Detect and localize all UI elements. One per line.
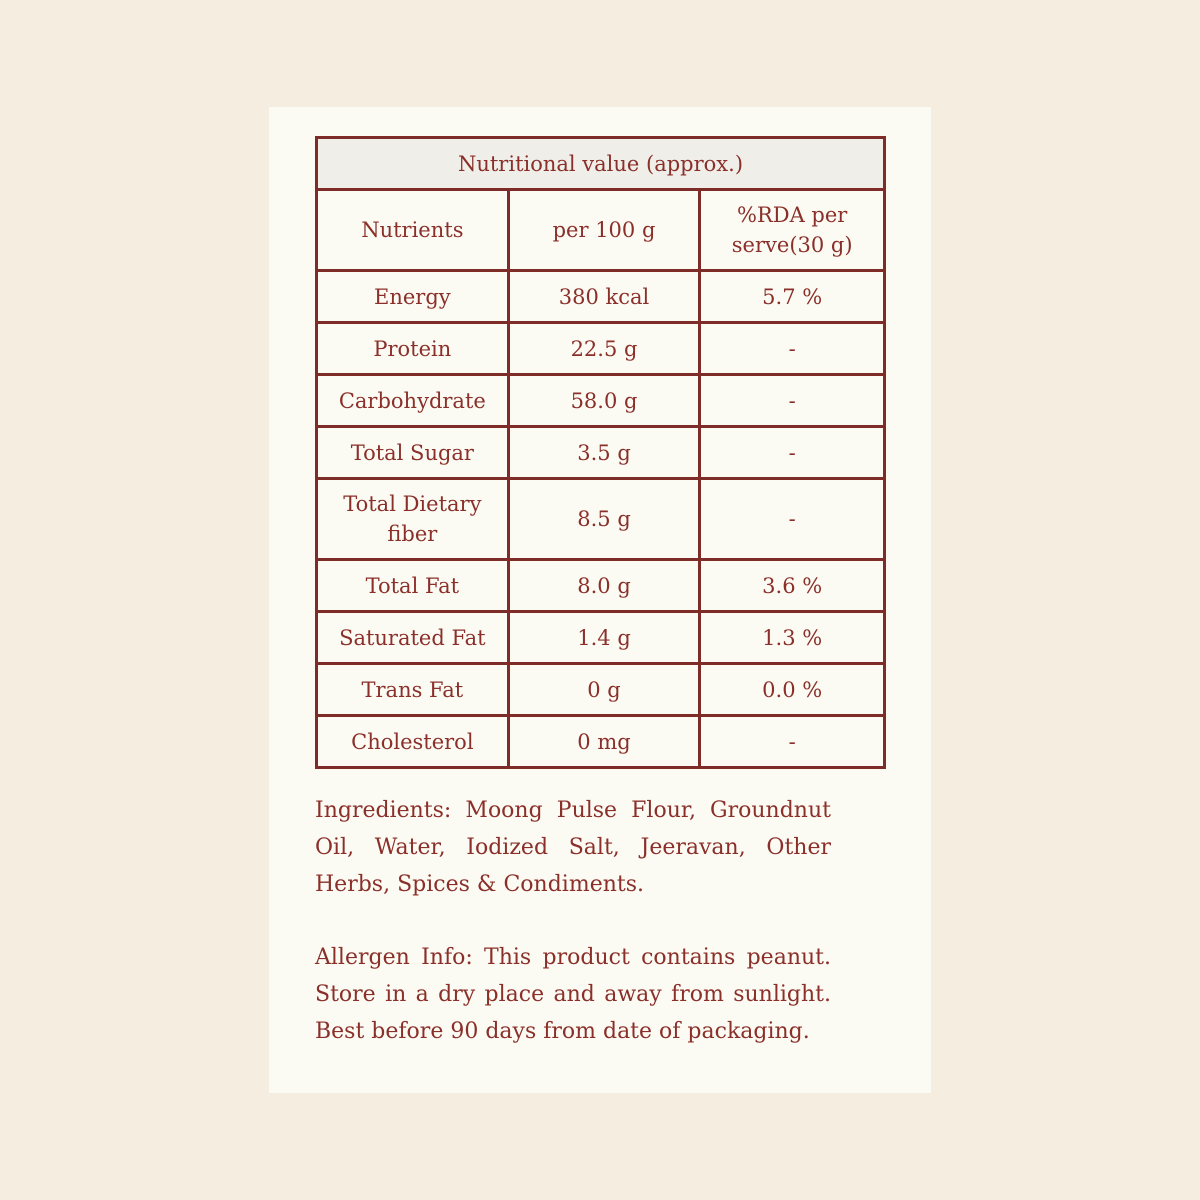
nutrient-rda: 0.0 % xyxy=(700,664,885,716)
ingredients-text: Ingredients: Moong Pulse Flour, Groundnut Oil, Water, Iodized Salt, Jeeravan, Other Herbs, Spices & Condiments. xyxy=(315,798,831,897)
table-row xyxy=(317,479,885,560)
header-nutrients: Nutrients xyxy=(317,190,509,271)
table-title: Nutritional value (approx.) xyxy=(317,138,885,190)
nutrient-rda: 1.3 % xyxy=(700,612,885,664)
nutrient-rda: 3.6 % xyxy=(700,560,885,612)
nutrient-name: Saturated Fat xyxy=(317,612,509,664)
nutrient-rda: - xyxy=(700,716,885,768)
header-per-100g: per 100 g xyxy=(508,190,700,271)
nutrient-per-100g: 8.5 g xyxy=(508,479,700,560)
nutrient-name: Trans Fat xyxy=(317,664,509,716)
nutrition-table xyxy=(315,136,886,769)
table-row xyxy=(317,664,885,716)
nutrient-rda: - xyxy=(700,323,885,375)
table-row xyxy=(317,612,885,664)
table-row xyxy=(317,427,885,479)
nutrition-label-card xyxy=(269,107,931,1093)
nutrient-per-100g: 380 kcal xyxy=(508,271,700,323)
nutrient-per-100g: 58.0 g xyxy=(508,375,700,427)
nutrient-per-100g: 0 mg xyxy=(508,716,700,768)
nutrient-name: Total Dietary fiber xyxy=(317,479,509,560)
nutrient-rda: 5.7 % xyxy=(700,271,885,323)
nutrient-rda: - xyxy=(700,427,885,479)
nutrient-name: Total Sugar xyxy=(317,427,509,479)
nutrient-per-100g: 3.5 g xyxy=(508,427,700,479)
nutrient-rda: - xyxy=(700,375,885,427)
allergen-info-text: Allergen Info: This product contains peanut. Store in a dry place and away from sunlight. Best before 90 days from date of packaging. xyxy=(315,945,831,1044)
nutrient-per-100g: 8.0 g xyxy=(508,560,700,612)
nutrient-name: Energy xyxy=(317,271,509,323)
nutrient-rda: - xyxy=(700,479,885,560)
table-row xyxy=(317,271,885,323)
table-header-row xyxy=(317,190,885,271)
table-row xyxy=(317,323,885,375)
table-row xyxy=(317,716,885,768)
nutrient-name: Protein xyxy=(317,323,509,375)
nutrient-per-100g: 22.5 g xyxy=(508,323,700,375)
nutrient-name: Carbohydrate xyxy=(317,375,509,427)
nutrient-per-100g: 0 g xyxy=(508,664,700,716)
nutrient-name: Cholesterol xyxy=(317,716,509,768)
nutrient-name: Total Fat xyxy=(317,560,509,612)
table-row xyxy=(317,375,885,427)
header-rda: %RDA per serve(30 g) xyxy=(700,190,885,271)
table-row xyxy=(317,560,885,612)
nutrient-per-100g: 1.4 g xyxy=(508,612,700,664)
